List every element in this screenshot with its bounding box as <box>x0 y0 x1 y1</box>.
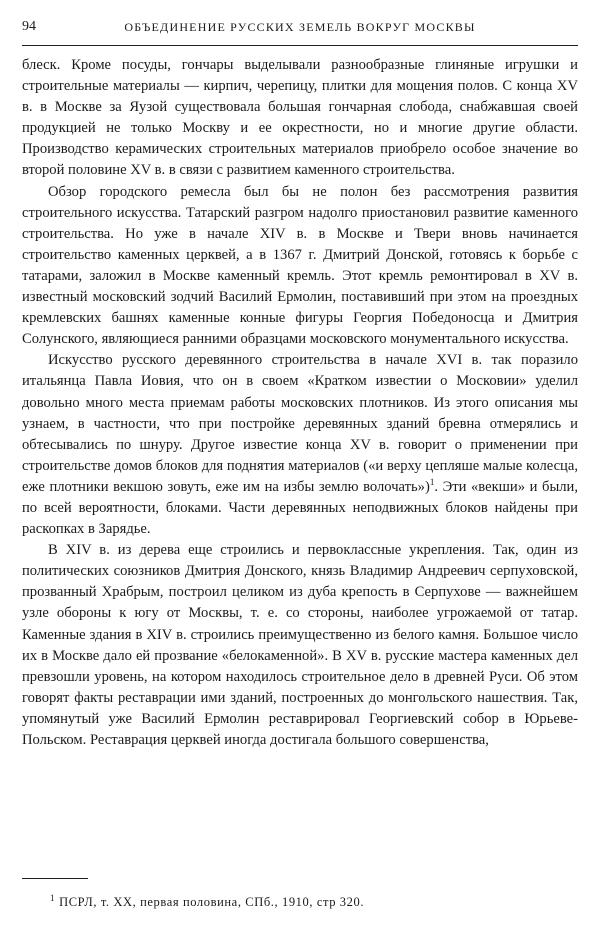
page-number: 94 <box>22 19 36 34</box>
paragraph: блеск. Кроме посуды, гончары выделывали разнообразные глиняные игрушки и строительные материалы — кирпич, черепицу, плитки для мощения полов. С конца XV в. в Москве за Яузой существовала большая гончарная слобода, снабжавшая своей продукцией не только Москву и ее окрестности, но и многие другие области. Производство керамических строительных материалов приобрело особое значение во второй половине XV в. в связи с развитием каменного строительства. <box>22 57 578 179</box>
paragraph: В XIV в. из дерева еще строились и первоклассные укрепления. Так, один из политических союзников Дмитрия Донского, князь Владимир Андреевич серпуховской, прозванный Храбрым, построил целиком из дуба крепость в Серпухове — важнейшем узле обороны к югу от Москвы, т. е. со стороны, наиболее угрожаемой от татар. Каменные здания в XIV в. строились преимущественно из белого камня. Большое число их в Москве дало ей прозвание «белокаменной». В XV в. русские мастера каменных дел превзошли уровень, на котором находилось строительное дело в древней Руси. Об этом говорят факты реставрации ими зданий, построенных до монгольского нашествия. Так, упомянутый уже Василий Ермолин реставрировал Георгиевский собор в Юрьеве-Польском. Реставрация церквей иногда достигала большого совершенства, <box>22 542 578 748</box>
paragraph-text: Искусство русского деревянного строительства в начале XVI в. так поразило итальянца Павла Иовия, что он в своем «Кратком известии о Московии» уделил довольно много места приемам работы московских плотников. Из этого описания мы узнаем, в частности, что при постройке деревянных зданий бревна отмерялись и обтесывались по шнуру. Другое известие конца XV в. говорит о применении при строительстве домов блоков для поднятия материалов («и верху цепляше малые колесца, еже плотники векшою зовуть, еже им на избы землю волочать») <box>22 352 578 495</box>
paragraph <box>22 350 578 540</box>
footnote-text: ПСРЛ, т. XX, первая половина, СПб., 1910, стр 320. <box>59 895 365 910</box>
running-title: ОБЪЕДИНЕНИЕ РУССКИХ ЗЕМЕЛЬ ВОКРУГ МОСКВЫ <box>124 19 476 34</box>
header-rule <box>22 45 578 46</box>
footnote-mark: 1 <box>50 893 56 903</box>
paragraph-text: . Эти «векши» и были, по всей вероятности, блоками. Части деревянных неподвижных блоков найдены при раскопках в Зарядье. <box>22 478 578 538</box>
paragraph: Обзор городского ремесла был бы не полон без рассмотрения развития строительного искусства. Татарский разгром надолго приостановил развитие каменного строительства. Но уже в начале XIV в. в Москве и Твери вновь начинается строительство каменных церквей, а в 1367 г. Дмитрий Донской, готовясь к борьбе с татарами, заложил в Москве каменный кремль. Этот кремль ремонтировал в XV в. известный московский зодчий Василий Ермолин, поставивший при этом на проездных кремлевских башнях каменные конные фигуры Георгия Победоносца и Дмитрия Солунского, являющиеся ранними образцами московского монументального искусства. <box>22 183 578 348</box>
footnote-rule <box>22 878 88 879</box>
footnote-reference: 1 <box>429 477 435 488</box>
page-header <box>22 16 578 38</box>
body-text <box>22 55 578 751</box>
footnote <box>50 893 578 910</box>
